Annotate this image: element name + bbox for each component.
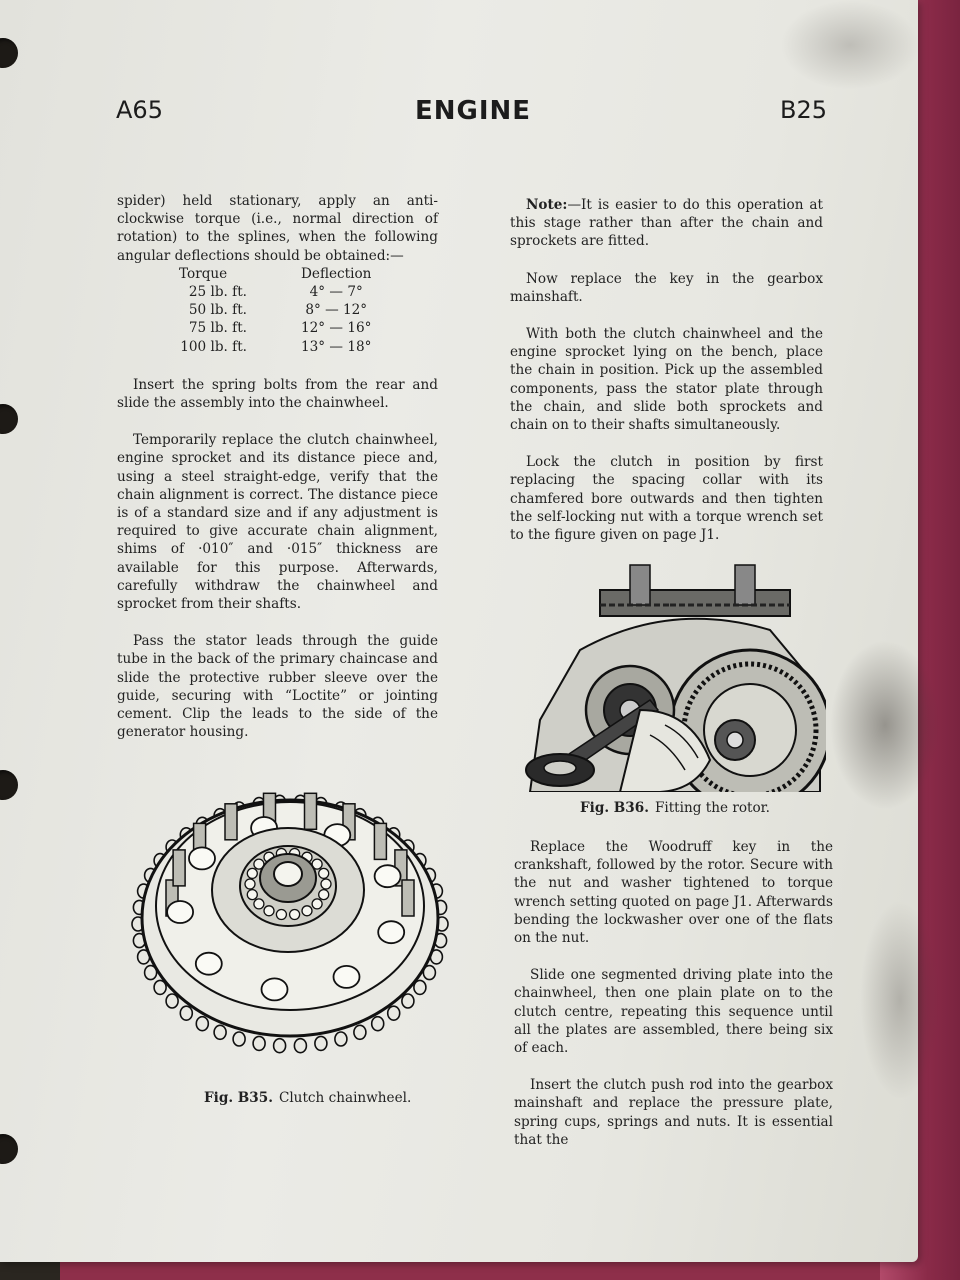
sprocket-tooth xyxy=(196,1017,208,1031)
table-row xyxy=(175,301,371,319)
paragraph-place-chain: With both the clutch chainwheel and the engine sprocket lying on the bench, place the chain in position. Pick up the assembled components, pass the stator plate through the chain, and slide both sprockets and chain on to their shafts simultaneously. xyxy=(510,326,823,434)
smudge xyxy=(860,900,940,1100)
left-column xyxy=(117,192,438,760)
drum-hole xyxy=(189,847,215,869)
table-cell: 4° — 7° xyxy=(309,284,363,301)
paragraph-push-rod: Insert the clutch push rod into the gearbox mainshaft and replace the pressure plate, spring cups, springs and nuts. It is essential that the xyxy=(514,1077,833,1148)
note-paragraph xyxy=(510,196,823,251)
drum-slot xyxy=(173,850,185,886)
figure-label: Fig. B35. xyxy=(204,1090,273,1106)
figure-caption-b36 xyxy=(580,800,770,816)
paragraph-spring-bolts: Insert the spring bolts from the rear and slide the assembly into the chainwheel. xyxy=(117,376,438,412)
drum-hole xyxy=(167,901,193,923)
sprocket-tooth xyxy=(180,1006,192,1020)
drum-slot xyxy=(374,823,386,859)
right-column-lower xyxy=(514,838,833,1168)
sprocket-tooth xyxy=(214,1025,226,1039)
binder-hole xyxy=(0,1134,18,1164)
drum-hole xyxy=(334,966,360,988)
bearing-roller xyxy=(290,910,300,920)
table-cell: 100 lb. ft. xyxy=(180,338,247,355)
bearing-roller xyxy=(276,910,286,920)
table-cell: 25 lb. ft. xyxy=(188,284,247,301)
bearing-roller xyxy=(247,890,257,900)
figure-caption-b35 xyxy=(204,1090,411,1106)
table-header-deflection: Deflection xyxy=(301,265,372,282)
note-text: —It is easier to do this operation at this stage rather than after the chain and sprockets are fitted. xyxy=(510,197,823,250)
table-cell: 50 lb. ft. xyxy=(188,302,247,319)
sprocket-tooth xyxy=(233,1032,245,1046)
sprocket-tooth xyxy=(335,1032,347,1046)
sprocket-tooth xyxy=(372,1017,384,1031)
sprocket-tooth xyxy=(354,1025,366,1039)
bearing-roller xyxy=(247,868,257,878)
table-row xyxy=(175,338,371,356)
torque-deflection-table xyxy=(175,265,371,356)
table-cell: 75 lb. ft. xyxy=(188,320,247,337)
hub-bore xyxy=(274,862,302,886)
figure-clutch-chainwheel xyxy=(120,738,470,1083)
drum-slot xyxy=(402,880,414,916)
table-cell: 12° — 16° xyxy=(301,320,372,337)
paragraph-chain-alignment: Temporarily replace the clutch chainwheel, engine sprocket and its distance piece and, using a steel straight-edge, verify that the chain alignment is correct. The distance piece is of a standard size and if any adjustment is required to give accurate chain alignment, shims of ·010″ and ·015″ thickness are available for this purpose. Afterwards, carefully withdraw the chainwheel and sprocket from their shafts. xyxy=(117,432,438,613)
drum-hole xyxy=(375,865,401,887)
smudge xyxy=(830,640,940,810)
sprocket-tooth xyxy=(402,994,414,1008)
drum-slot xyxy=(305,793,317,829)
table-header-row xyxy=(175,265,371,283)
smudge xyxy=(780,0,920,90)
sprocket-tooth xyxy=(388,1006,400,1020)
bearing-roller xyxy=(245,879,255,889)
right-column xyxy=(510,196,823,563)
bearing-roller xyxy=(319,890,329,900)
table-row xyxy=(175,283,371,301)
bearing-roller xyxy=(321,879,331,889)
binder-hole xyxy=(0,404,18,434)
chainwheel-illustration xyxy=(120,738,470,1083)
paragraph-woodruff-key: Replace the Woodruff key in the crankshaft, followed by the rotor. Secure with the nut and washer tightened to torque wrench setting quoted on page J1. Afterwards bending the lockwasher over one of the flats on the nut. xyxy=(514,839,833,947)
header-right: B25 xyxy=(780,96,828,124)
paragraph-lock-clutch: Lock the clutch in position by first replacing the spacing collar with its chamfered bore outwards and then tighten the self-locking nut with a torque wrench set to the figure given on page J1. xyxy=(510,454,823,544)
bearing-roller xyxy=(319,868,329,878)
sprocket-tooth xyxy=(315,1036,327,1050)
sprocket-tooth xyxy=(166,994,178,1008)
sprocket-tooth xyxy=(253,1036,265,1050)
left-intro-paragraph: spider) held stationary, apply an anti-clockwise torque (i.e., normal direction of rotation) to the splines, when the following angular deflections should be obtained:— xyxy=(117,193,438,264)
drum-hole xyxy=(196,953,222,975)
header-title: ENGINE xyxy=(414,96,532,126)
rotor-illustration xyxy=(520,560,826,792)
bearing-roller xyxy=(302,906,312,916)
figure-caption-text: Clutch chainwheel. xyxy=(278,1090,412,1106)
sprocket-tooth xyxy=(294,1039,306,1053)
paragraph-stator-leads: Pass the stator leads through the guide tube in the back of the primary chaincase and slide the protective rubber sleeve over the guide, securing with “Loctite” or jointing cement. Clip the leads to the side of the generator housing. xyxy=(117,633,438,741)
drum-hole xyxy=(262,978,288,1000)
sprocket-tooth xyxy=(274,1039,286,1053)
bearing-roller xyxy=(254,899,264,909)
figure-caption-text: Fitting the rotor. xyxy=(654,800,771,816)
bearing-roller xyxy=(264,906,274,916)
paragraph-replace-key: Now replace the key in the gearbox mainshaft. xyxy=(510,270,823,305)
figure-label: Fig. B36. xyxy=(580,800,649,816)
table-cell: 8° — 12° xyxy=(305,302,368,319)
table-row xyxy=(175,319,371,337)
drum-hole xyxy=(378,921,404,943)
binder-hole xyxy=(0,770,18,800)
note-label: Note: xyxy=(526,197,568,213)
binder-hole xyxy=(0,38,18,68)
figure-fitting-rotor xyxy=(520,560,826,792)
bearing-roller xyxy=(312,899,322,909)
table-cell: 13° — 18° xyxy=(301,338,372,355)
header-left: A65 xyxy=(116,96,163,124)
paragraph-driving-plates: Slide one segmented driving plate into the chainwheel, then one plain plate on to the clutch centre, repeating this sequence until all the plates are assembled, there being six of each. xyxy=(514,967,833,1057)
drum-slot xyxy=(225,804,237,840)
table-header-torque: Torque xyxy=(179,265,228,282)
